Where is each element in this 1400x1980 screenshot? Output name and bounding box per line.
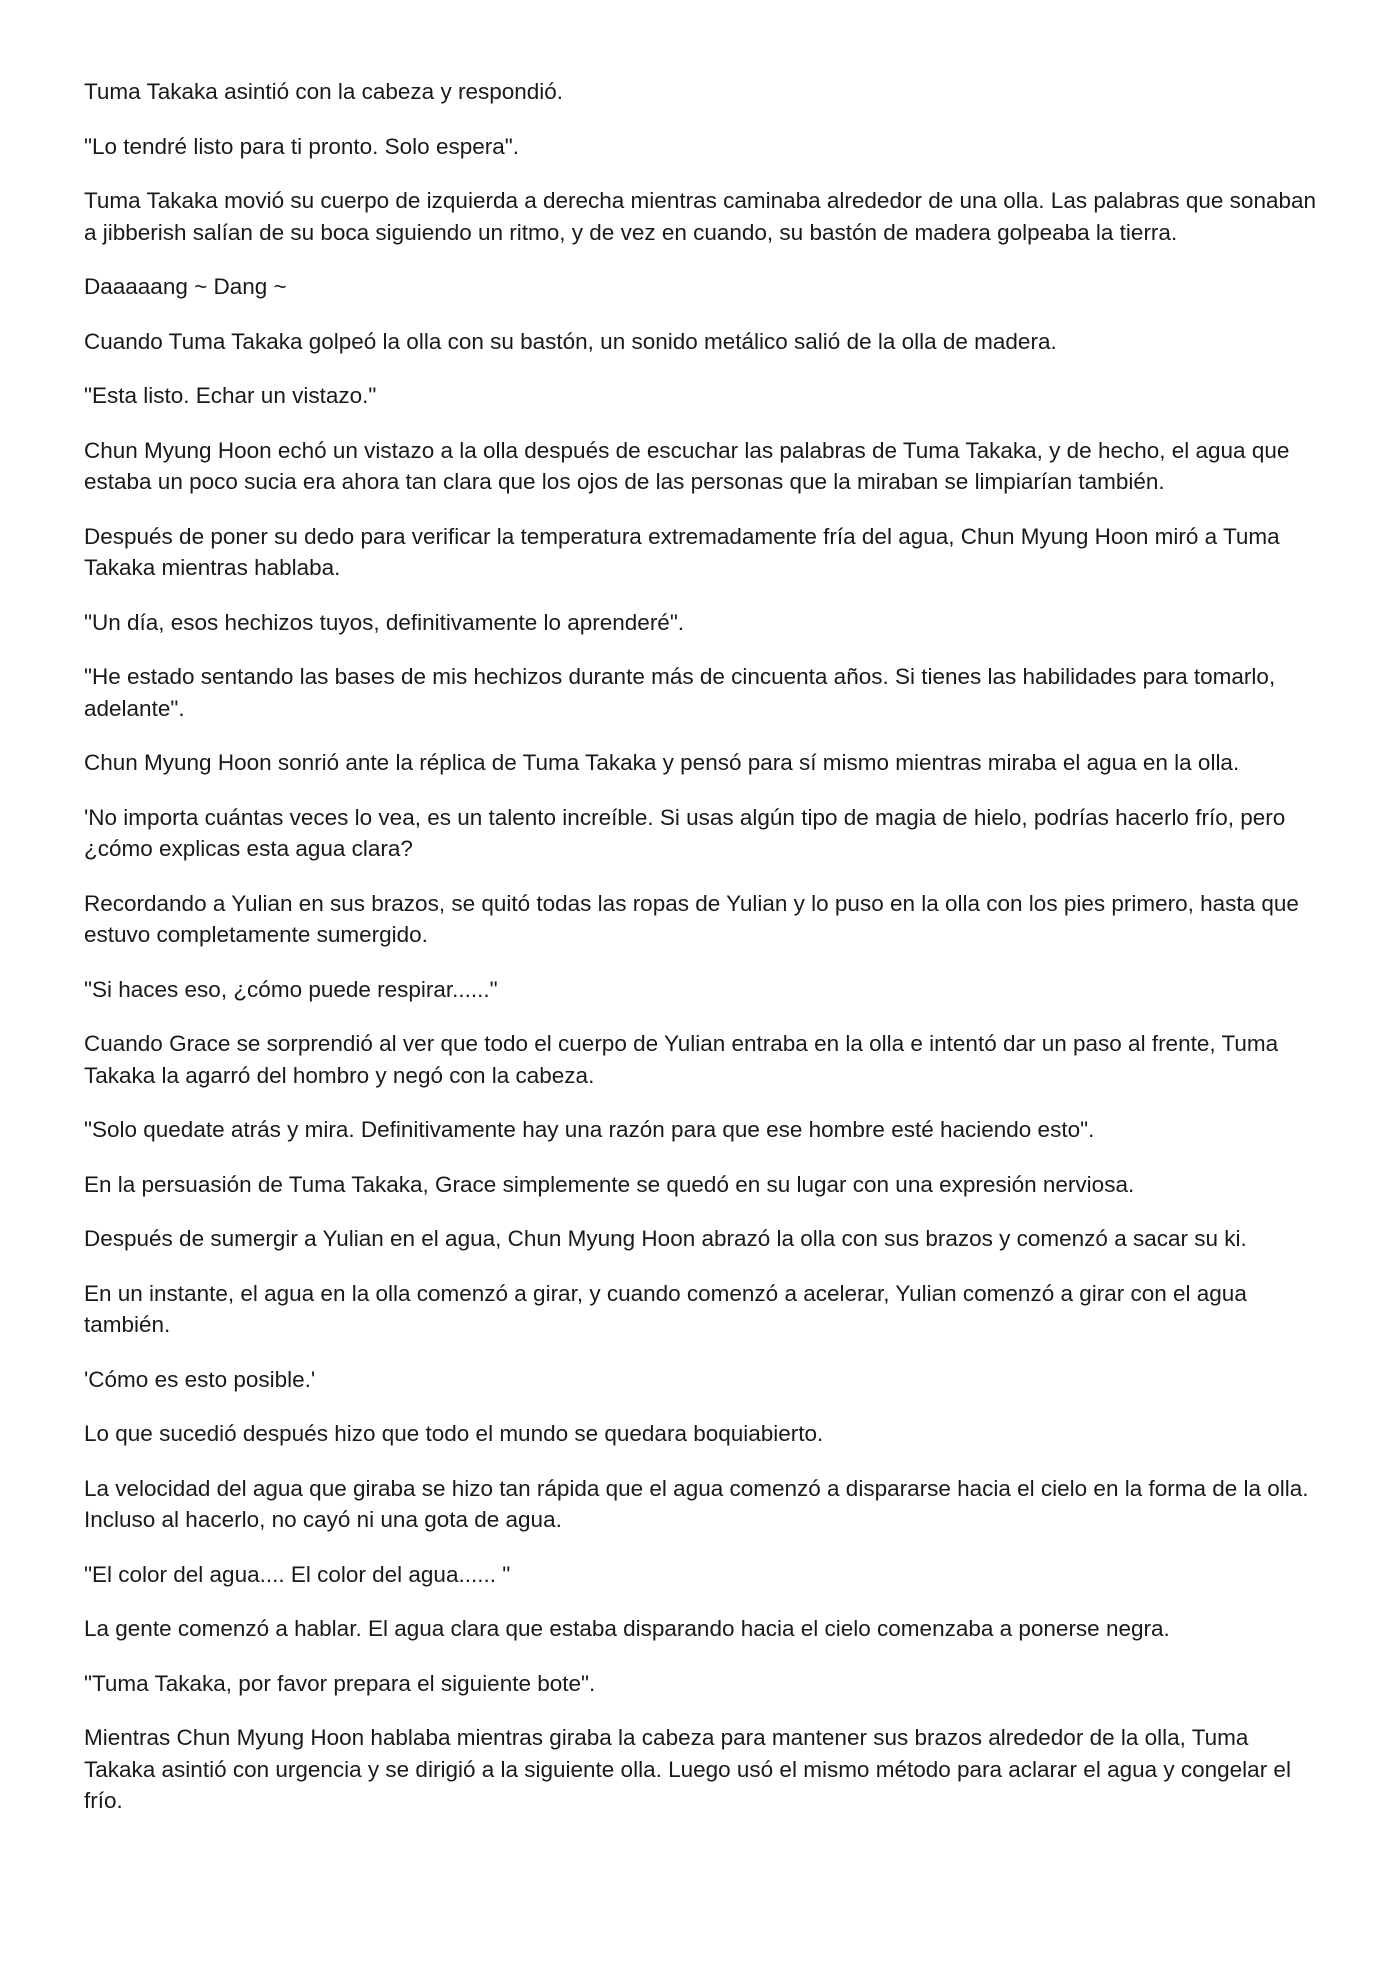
paragraph: "Tuma Takaka, por favor prepara el siguiente bote". [84,1670,596,1696]
paragraph: 'Cómo es esto posible.' [84,1366,316,1392]
paragraph: Cuando Tuma Takaka golpeó la olla con su bastón, un sonido metálico salió de la olla de madera. [84,328,1057,354]
paragraph: "Esta listo. Echar un vistazo." [84,383,377,408]
paragraph: "Solo quedate atrás y mira. Definitivamente hay una razón para que ese hombre esté haciendo esto". [84,1117,1095,1142]
paragraph: "El color del agua.... El color del agua...... " [84,1561,511,1587]
paragraph: Cuando Grace se sorprendió al ver que todo el cuerpo de Yulian entraba en la olla e intentó dar un paso al frente, Tuma Takaka la agarró del hombro y negó con la cabeza. [84,1031,1279,1088]
paragraph: "Lo tendré listo para ti pronto. Solo espera". [84,133,519,159]
paragraph: Lo que sucedió después hizo que todo el mundo se quedara boquiabierto. [84,1421,824,1446]
paragraph: Mientras Chun Myung Hoon hablaba mientras giraba la cabeza para mantener sus brazos alrededor de la olla, Tuma Takaka asintió con urgencia y se dirigió a la siguiente olla. Luego usó el mismo método para aclarar el agua y congelar el frío. [84,1725,1291,1813]
paragraph: Tuma Takaka asintió con la cabeza y respondió. [84,79,564,104]
paragraph: Tuma Takaka movió su cuerpo de izquierda a derecha mientras caminaba alrededor de una olla. Las palabras que sonaban a jibberish salían de su boca siguiendo un ritmo, y de vez en cuando, su bastón de madera golpeaba la tierra. [84,188,1317,245]
paragraph: Chun Myung Hoon echó un vistazo a la olla después de escuchar las palabras de Tuma Takaka, y de hecho, el agua que estaba un poco sucia era ahora tan clara que los ojos de las personas que la miraban se limpiarían también. [84,437,1290,494]
paragraph: "Un día, esos hechizos tuyos, definitivamente lo aprenderé". [84,609,685,635]
paragraph: Daaaaang ~ Dang ~ [84,274,287,299]
document-body [84,76,1320,1817]
paragraph: La velocidad del agua que giraba se hizo tan rápida que el agua comenzó a dispararse hacia el cielo en la forma de la olla. Incluso al hacerlo, no cayó ni una gota de agua. [84,1475,1309,1532]
paragraph: En un instante, el agua en la olla comenzó a girar, y cuando comenzó a acelerar, Yulian comenzó a girar con el agua también. [84,1280,1247,1337]
paragraph: "Si haces eso, ¿cómo puede respirar......" [84,976,498,1002]
paragraph: 'No importa cuántas veces lo vea, es un talento increíble. Si usas algún tipo de magia de hielo, podrías hacerlo frío, pero ¿cómo explicas esta agua clara? [84,804,1286,861]
paragraph: La gente comenzó a hablar. El agua clara que estaba disparando hacia el cielo comenzaba a ponerse negra. [84,1616,1170,1641]
paragraph: Recordando a Yulian en sus brazos, se quitó todas las ropas de Yulian y lo puso en la olla con los pies primero, hasta que estuvo completamente sumergido. [84,890,1299,947]
paragraph: En la persuasión de Tuma Takaka, Grace simplemente se quedó en su lugar con una expresión nerviosa. [84,1171,1135,1197]
paragraph: Después de poner su dedo para verificar la temperatura extremadamente fría del agua, Chun Myung Hoon miró a Tuma Takaka mientras hablaba. [84,523,1280,580]
paragraph: Chun Myung Hoon sonrió ante la réplica de Tuma Takaka y pensó para sí mismo mientras miraba el agua en la olla. [84,750,1240,775]
paragraph: "He estado sentando las bases de mis hechizos durante más de cincuenta años. Si tienes las habilidades para tomarlo, adelante". [84,664,1276,721]
paragraph: Después de sumergir a Yulian en el agua, Chun Myung Hoon abrazó la olla con sus brazos y comenzó a sacar su ki. [84,1226,1247,1251]
